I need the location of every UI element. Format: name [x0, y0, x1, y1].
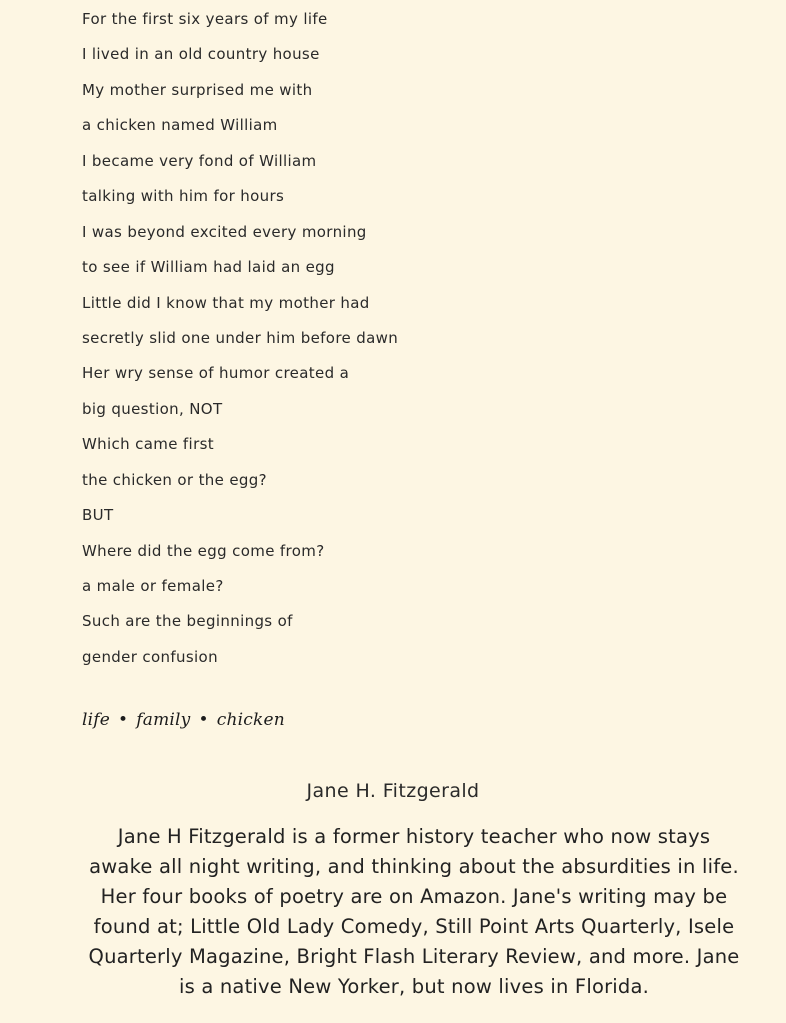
poem-line: I became very fond of William: [82, 151, 317, 170]
tag-life-link[interactable]: life: [82, 710, 111, 730]
poem-line: the chicken or the egg?: [82, 470, 267, 489]
poem-text: [82, 6, 398, 679]
tag-separator: •: [198, 710, 209, 730]
poem-line: I was beyond excited every morning: [82, 222, 367, 241]
tag-separator: •: [118, 710, 129, 730]
poem-line: secretly slid one under him before dawn: [82, 328, 399, 347]
poem-line: I lived in an old country house: [82, 45, 320, 64]
poem-line: to see if William had laid an egg: [82, 258, 335, 277]
poem-line: gender confusion: [82, 647, 218, 666]
poem-line: Which came first: [82, 435, 214, 454]
poem-line: Such are the beginnings of: [82, 612, 293, 631]
poem-line: talking with him for hours: [82, 187, 285, 206]
poem-line: BUT: [82, 506, 114, 525]
poem-line: Her wry sense of humor created a: [82, 364, 350, 383]
tag-chicken-link[interactable]: chicken: [216, 710, 285, 730]
poem-line: a chicken named William: [82, 116, 278, 135]
tag-list: [82, 710, 285, 730]
poem-line: big question, NOT: [82, 399, 223, 418]
author-name: Jane H. Fitzgerald: [306, 780, 480, 802]
poem-line: a male or female?: [82, 577, 224, 595]
poem-line: Where did the egg come from?: [82, 541, 325, 560]
tag-family-link[interactable]: family: [136, 710, 191, 730]
author-bio: Jane H Fitzgerald is a former history teacher who now stays awake all night writing, and thinking about the absurdities in life. Her four books of poetry are on Amazon. Jane's writing may be found at; Little Old Lady Comedy, Still Point Arts Quarterly, Isele Quarterly Magazine, Bright Flash Literary Review, and more. Jane is a native New Yorker, but now lives in Florida.: [88, 825, 740, 998]
poem-line: My mother surprised me with: [82, 80, 313, 99]
poem-line: For the first six years of my life: [82, 10, 328, 28]
poem-line: Little did I know that my mother had: [82, 293, 370, 312]
